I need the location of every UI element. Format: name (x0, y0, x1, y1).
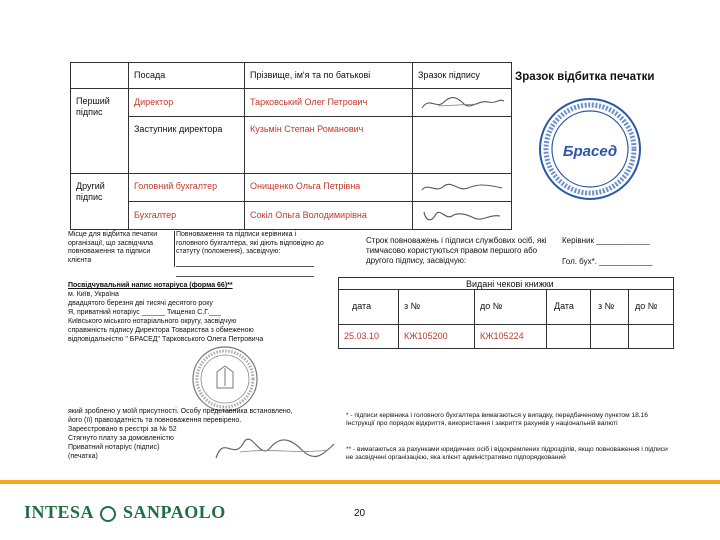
stamp-place-label: Місце для відбитка печатки організації, що засвідчила повноваження та підписи клієнта (68, 231, 158, 264)
signature-image (418, 176, 506, 198)
notary-line: який зроблено у моїй присутності. Особу представника встановлено, (68, 408, 293, 415)
svg-text:Брасед: Брасед (562, 143, 618, 160)
first-signature-label: Перший підпис (76, 96, 110, 117)
col-header-position: Посада (134, 70, 166, 80)
table-cell: 25.03.10 (344, 331, 380, 341)
row-name: Сокіл Ольга Володимирівна (250, 210, 367, 220)
notary-line: Приватний нотаріус (підпис) (68, 444, 160, 451)
notary-signature (210, 428, 340, 468)
notary-line: Я, приватний нотаріус ______ Тищенко С.Г.___ (68, 309, 221, 316)
row-position: Заступник директора (134, 124, 223, 134)
signature-image (418, 92, 506, 114)
director-sign-line: Керівник ____________ (562, 236, 650, 245)
col-header-from: з № (404, 301, 421, 311)
col-header-to: до № (480, 301, 503, 311)
notary-title: Посвідчувальний напис нотаріуса (форма 66)** (68, 282, 233, 289)
col-header-date: дата (352, 301, 372, 311)
notary-line: м. Київ, Україна (68, 291, 119, 298)
notary-line: двадцятого березня дві тисячі десятого року (68, 300, 213, 307)
chief-accountant-sign-line: Гол. бух*. ____________ (562, 257, 653, 266)
col-header-to-2: до № (635, 301, 658, 311)
page-number: 20 (354, 508, 366, 519)
notary-seal (184, 344, 266, 414)
table-cell: КЖ105200 (404, 331, 448, 341)
logo-part: INTESA (24, 502, 94, 522)
notary-line: Зареєстровано в реєстрі за № 52 (68, 426, 177, 433)
logo-circle-icon (100, 506, 116, 522)
intesa-sanpaolo-logo (24, 502, 226, 523)
row-name: Тарковський Олег Петрович (250, 97, 368, 107)
checkbooks-title: Видані чекові книжки (466, 279, 554, 289)
notary-line: відповідальністю " БРАСЕД" Тарковського Олега Петровича (68, 336, 264, 343)
certify-text: Повноваження та підписи керівника і головного бухгалтера, які діють відповідно до статуту (положення), засвідчую: (176, 231, 324, 256)
row-position: Директор (134, 97, 174, 107)
col-header-date-2: Дата (554, 301, 574, 311)
notary-line: Стягнуто плату за домовленістю (68, 435, 174, 442)
signature-image (418, 204, 506, 226)
company-stamp (537, 96, 643, 202)
term-certify-text: Строк повноважень і підписи службових осіб, які тимчасово користуються правом першого або другого підпису, засвідчую: (366, 236, 547, 265)
footer-bar (0, 480, 720, 484)
col-header-sample: Зразок підпису (418, 70, 480, 80)
stamp-title: Зразок відбитка печатки (515, 71, 655, 83)
col-header-from-2: з № (598, 301, 615, 311)
notary-line: Київського міського нотаріального округу, засвідчую (68, 318, 237, 325)
notary-line: (печатка) (68, 453, 98, 460)
second-signature-label: Другий підпис (76, 181, 105, 202)
row-name: Кузьмін Степан Романович (250, 124, 364, 134)
footnote: ** - вимагаються за рахунками юридичних осіб і відокремлених підрозділів, якщо повноваження і підписи не засвідчені організацією, яка клієнт адміністративно підпорядкований (346, 446, 668, 461)
row-position: Головний бухгалтер (134, 181, 218, 191)
row-name: Онищенко Ольга Петрівна (250, 181, 361, 191)
notary-line: справжність підпису Директора Товариства з обмеженою (68, 327, 254, 334)
col-header-name: Прізвище, ім'я та по батькові (250, 70, 371, 80)
logo-part: SANPAOLO (123, 502, 226, 522)
notary-line: його (її) правоздатність та повноваження перевірено. (68, 417, 242, 424)
footnote: * - підписи керівника і головного бухгалтера вимагаються у випадку, передбаченому пунктом 18.16 Інструкції про порядок відкриття, використання і закриття рахунків у національній валюті (346, 412, 648, 427)
row-position: Бухгалтер (134, 210, 177, 220)
table-cell: КЖ105224 (480, 331, 524, 341)
